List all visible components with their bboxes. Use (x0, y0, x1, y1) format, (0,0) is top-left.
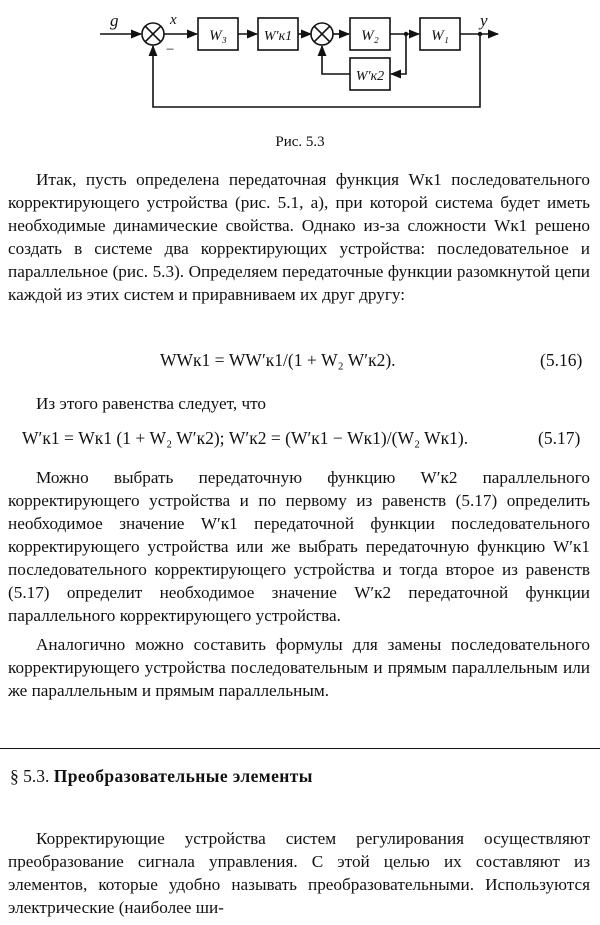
local-feedback-up (322, 46, 350, 74)
main-feedback-line (153, 34, 480, 107)
paragraph-3: Можно выбрать передаточную функцию W′к2 параллельного корректирующего устройства и по первому из равенств (5.17) определить необходимое значение W′к1 передаточной функции последовательного корректирующего устройства или же выбрать передаточную функцию W′к1 последовательного корректирующего устройства и тогда второе из равенств (5.17) определит необходимое значение W′к2 передаточной функции параллельного корректирующего устройства. (8, 468, 590, 625)
summing-junction-1 (142, 23, 164, 45)
block-diagram-figure (0, 0, 600, 130)
block-w2-label: W₂ (361, 28, 379, 44)
section-divider (0, 748, 600, 749)
input-label: g (110, 11, 119, 30)
equation-5-17-number: (5.17) (538, 428, 581, 448)
block-w1-label: W₁ (431, 28, 449, 44)
local-feedback-down (391, 34, 406, 74)
block-w3-label: W₃ (209, 28, 227, 44)
section-title: Преобразовательные элементы (53, 766, 313, 786)
section-number: § 5.3. (10, 766, 50, 786)
paragraph-2: Из этого равенства следует, что (36, 394, 266, 413)
error-label: x (170, 12, 177, 28)
equation-5-16-number: (5.16) (540, 350, 583, 370)
equation-5-16: WWк1 = WW′к1/(1 + W₂ W′к2). (160, 350, 396, 370)
branch-point-local (404, 32, 408, 36)
summing-junction-2 (311, 23, 333, 45)
block-wk1-label: W′к1 (263, 29, 293, 44)
minus-sign-1: − (165, 42, 176, 58)
figure-caption: Рис. 5.3 (275, 134, 325, 150)
block-wk2-label: W′к2 (355, 69, 385, 84)
equation-5-17: W′к1 = Wк1 (1 + W₂ W′к2); W′к2 = (W′к1 − Wк1)/(W₂ Wк1). (22, 428, 469, 448)
output-label: y (480, 11, 488, 30)
branch-point-output (478, 32, 482, 36)
section-heading (10, 766, 313, 787)
section-paragraph-1: Корректирующие устройства систем регулирования осуществляют преобразование сигнала управления. С этой целью их составляют из элементов, которые удобно называть преобразовательными. Используются электрические (наиболее ши- (8, 829, 590, 917)
paragraph-4: Аналогично можно составить формулы для замены последовательного корректирующего устройства последовательным и прямым параллельным или же параллельным и прямым параллельным. (8, 635, 590, 700)
paragraph-1: Итак, пусть определена передаточная функция Wк1 последовательного корректирующего устройства (рис. 5.1, а), при которой система будет иметь необходимые динамические свойства. Однако из-за сложности Wк1 решено создать в системе два корректирующих устройства: последовательное и параллельное (рис. 5.3). Определяем передаточные функции разомкнутой цепи каждой из этих систем и приравниваем их друг другу: (8, 170, 590, 304)
